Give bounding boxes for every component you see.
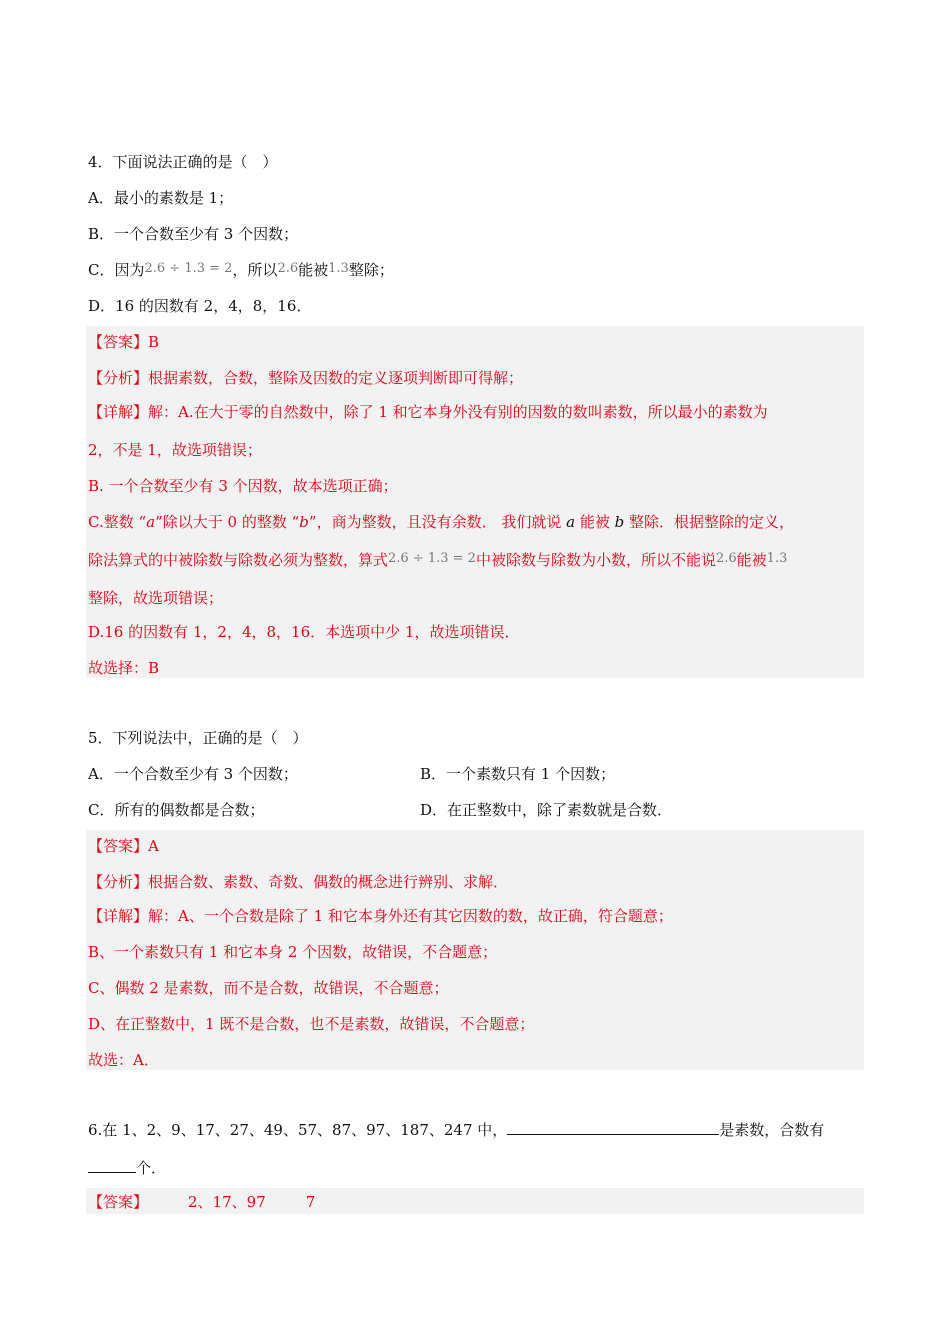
q4-option-c-text-2: ，所以	[232, 261, 278, 279]
q5-detail-line-4: D、在正整数中，1 既不是合数，也不是素数，故错误，不合题意；	[88, 1015, 535, 1033]
q6-answer-count: 7	[305, 1193, 316, 1211]
q5-option-d: D．在正整数中，除了素数就是合数．	[420, 801, 673, 819]
q4-option-c-text-4: 整除；	[348, 261, 394, 279]
q4-option-a: A．最小的素数是 1；	[88, 189, 234, 207]
q5-option-c: C．所有的偶数都是合数；	[88, 801, 265, 819]
q4-detail-4-text-4: 能被	[575, 513, 615, 531]
q4-answer: 【答案】B	[88, 333, 160, 351]
q4-variable-a-2: a	[566, 513, 576, 531]
q6-blank-primes	[507, 1120, 719, 1135]
q4-detail-5-number-1: 2.6	[715, 551, 737, 566]
q6-answer	[88, 1192, 315, 1212]
q4-option-b: B．一个合数至少有 3 个因数；	[88, 225, 299, 243]
q4-detail-line-7: D.16 的因数有 1，2，4，8，16．本选项中少 1，故选项错误．	[88, 623, 520, 641]
q4-detail-5-text: 除法算式的中被除数与除数必须为整数，算式	[88, 551, 389, 569]
q4-detail-line-2: 2，不是 1，故选项错误；	[88, 441, 262, 459]
q5-answer: 【答案】A	[88, 837, 159, 855]
q6-answer-primes: 2、17、97	[188, 1193, 266, 1211]
q5-option-a: A．一个合数至少有 3 个因数；	[88, 765, 298, 783]
q4-detail-5-number-2: 1.3	[766, 551, 788, 566]
q6-blank-count	[88, 1158, 136, 1173]
q6-stem-text-2: 是素数，合数有	[719, 1121, 825, 1139]
q4-option-c-number-1: 2.6	[277, 261, 299, 276]
q4-detail-line-8: 故选择：B	[88, 659, 160, 677]
q4-detail-line-1: 【详解】解：A.在大于零的自然数中，除了 1 和它本身外没有别的因数的数叫素数，所以最小的素数为	[88, 403, 768, 421]
q4-detail-5-text-2: 中被除数与除数为小数，所以不能说	[475, 551, 716, 569]
q4-variable-b-2: b	[614, 513, 625, 531]
q4-detail-4-text-2: ”除以大于 0 的整数 “	[155, 513, 300, 531]
q4-detail-line-5	[88, 550, 787, 572]
q5-detail-line-3: C、偶数 2 是素数，而不是合数，故错误，不合题意；	[88, 979, 449, 997]
q5-stem: 5．下列说法中，正确的是（ ）	[88, 729, 308, 747]
q5-detail-line-1: 【详解】解：A、一个合数是除了 1 和它本身外还有其它因数的数，故正确，符合题意；	[88, 907, 673, 925]
q4-option-c-text: C．因为	[88, 261, 145, 279]
q4-detail-line-3: B. 一个合数至少有 3 个因数，故本选项正确；	[88, 477, 398, 495]
q4-option-c-text-3: 能被	[298, 261, 329, 279]
q6-stem-text: 6.在 1、2、9、17、27、49、57、87、97、187、247 中，	[88, 1121, 508, 1139]
q4-option-c-number-2: 1.3	[328, 261, 349, 276]
q5-option-b: B．一个素数只有 1 个因数；	[420, 765, 616, 783]
q4-variable-a: a	[146, 513, 156, 531]
q4-detail-4-text-3: ”，商为整数，且没有余数． 我们就说	[308, 513, 567, 531]
q4-option-d: D．16 的因数有 2，4，8，16．	[88, 297, 312, 315]
q5-analysis: 【分析】根据合数、素数、奇数、偶数的概念进行辨别、求解．	[88, 873, 509, 891]
q4-detail-line-4	[88, 512, 794, 532]
q5-detail-line-5: 故选：A．	[88, 1051, 159, 1069]
q4-analysis: 【分析】根据素数，合数，整除及因数的定义逐项判断即可得解；	[88, 369, 524, 387]
q4-stem: 4．下面说法正确的是（ ）	[88, 153, 278, 171]
q6-stem-line-2	[88, 1158, 166, 1178]
q4-detail-4-text-5: 整除．根据整除的定义，	[624, 513, 795, 531]
q4-option-c	[88, 260, 394, 282]
q6-stem	[88, 1120, 824, 1140]
q4-detail-5-text-3: 能被	[736, 551, 767, 569]
q4-detail-4-text: C.整数 “	[88, 513, 147, 531]
q4-detail-line-6: 整除，故选项错误；	[88, 589, 224, 607]
q4-option-c-formula: 2.6 ÷ 1.3 = 2	[144, 261, 233, 276]
q6-answer-label: 【答案】	[88, 1193, 149, 1211]
q4-variable-b: b	[299, 513, 309, 531]
q5-detail-line-2: B、一个素数只有 1 和它本身 2 个因数，故错误，不合题意；	[88, 943, 498, 961]
q4-detail-5-formula: 2.6 ÷ 1.3 = 2	[388, 551, 476, 566]
q6-stem-text-3: 个．	[136, 1159, 167, 1177]
